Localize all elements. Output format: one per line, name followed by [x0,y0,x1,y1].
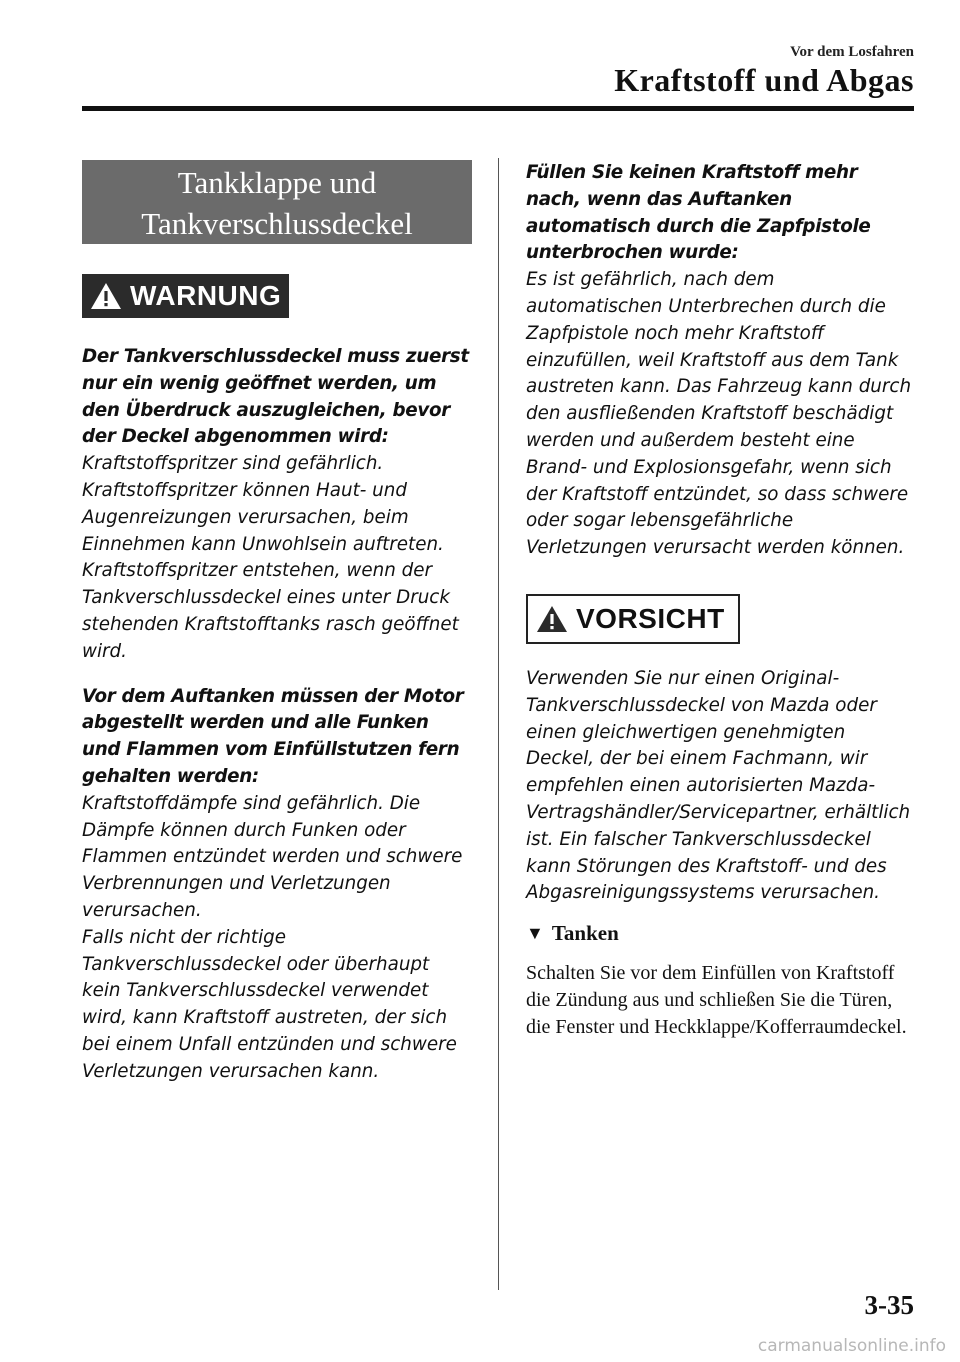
warning-1-heading: Der Tankverschlussdeckel muss zuerst nur ein wenig geöffnet werden, um den Überdruck auszugleichen, bevor der Deckel abgenommen wird: [82,346,469,448]
left-column [82,160,472,1086]
caution-body: Verwenden Sie nur einen Original-Tankverschlussdeckel von Mazda oder einen gleichwertigen genehmigten Deckel, der bei einem Fachmann, wir empfehlen einen autorisierten Mazda-Vertragshändler/Servicepartner, erhältlich ist. Ein falscher Tankverschlussdeckel kann Störungen des Kraftstoff- und des Abgasreinigungssystems verursachen. [526,667,911,904]
header-section-label: Vor dem Losfahren [790,44,914,60]
warning-triangle-icon [90,282,122,310]
warning-3-heading: Füllen Sie keinen Kraftstoff mehr nach, wenn das Auftanken automatisch durch die Zapfpistole unterbrochen wurde: [526,162,871,264]
page-number: 3-35 [864,1290,914,1320]
header-chapter-title: Kraftstoff und Abgas [614,62,914,98]
warning-2-heading: Vor dem Auftanken müssen der Motor abgestellt werden und alle Funken und Flammen vom Einfüllstutzen fern gehalten werden: [82,685,464,787]
refuel-heading: Tanken [551,921,619,946]
header-rule [82,106,914,111]
right-column [526,160,916,1041]
warning-2-body-continued: Falls nicht der richtige Tankverschlussdeckel oder überhaupt kein Tankverschlussdeckel verwendet wird, kann Kraftstoff austreten, der sich bei einem Unfall entzünden und schwere Verletzungen verursachen kann. [82,926,457,1082]
refuel-body: Schalten Sie vor dem Einfüllen von Kraftstoff die Zündung aus und schließen Sie die Türen, die Fenster und Heckklappe/Kofferraumdeckel. [526,962,907,1039]
section-title-box [82,160,472,244]
watermark: carmanualsonline.info [757,1336,946,1356]
warning-2-body: Kraftstoffdämpfe sind gefährlich. Die Dämpfe können durch Funken oder Flammen entzündet werden und schwere Verbrennungen und Verletzungen verursachen. [82,792,463,921]
warning-3-body: Es ist gefährlich, nach dem automatischen Unterbrechen durch die Zapfpistole noch mehr Kraftstoff einzufüllen, weil Kraftstoff aus dem Tank austreten kann. Das Fahrzeug kann durch den ausfließenden Kraftstoff beschädigt werden und außerdem besteht eine Brand- und Explosionsgefahr, wenn sich der Kraftstoff entzündet, so dass schwere oder sogar lebensgefährliche Verletzungen verursacht werden können. [526,269,912,559]
caution-badge [526,594,740,644]
warning-triangle-icon [536,605,568,633]
section-title-line1: Tankklappe und [177,165,377,200]
column-divider [498,158,499,1290]
warning-badge [82,274,289,318]
caution-label: VORSICHT [576,602,725,634]
section-title-line2: Tankverschlussdeckel [141,206,413,241]
refuel-subheading [526,921,916,946]
warning-1-body: Kraftstoffspritzer sind gefährlich. Kraftstoffspritzer können Haut- und Augenreizungen verursachen, beim Einnehmen kann Unwohlsein auftreten. Kraftstoffspritzer entstehen, wenn der Tankverschlussdeckel eines unter Druck stehenden Kraftstofftanks rasch geöffnet wird. [82,453,459,662]
warning-label: WARNUNG [130,280,282,311]
triangle-down-icon: ▼ [526,923,544,944]
